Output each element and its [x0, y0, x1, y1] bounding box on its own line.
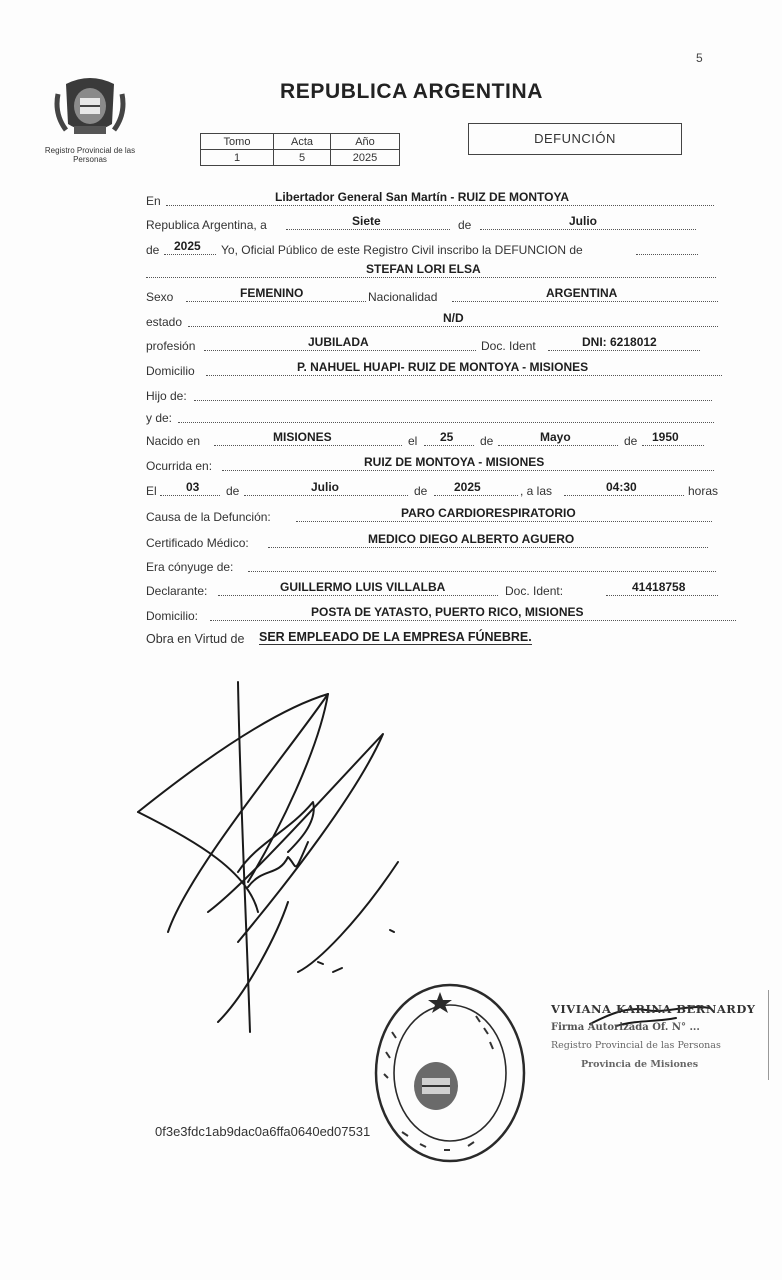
- label-a-las: , a las: [520, 484, 553, 498]
- label-el2: El: [146, 484, 157, 498]
- label-domicilio2: Domicilio:: [146, 609, 199, 623]
- dots-conyuge: [248, 571, 716, 572]
- dots-nac-dia: [424, 445, 474, 446]
- field-anio: 2025: [174, 239, 201, 253]
- dots-profesion: [204, 350, 476, 351]
- dots-mes: [480, 229, 696, 230]
- row-domicilio2: [0, 603, 782, 625]
- dots-domicilio: [206, 375, 722, 376]
- row-ocurrida: [0, 453, 782, 475]
- field-doc-ident: DNI: 6218012: [582, 335, 657, 349]
- row-estado: [0, 309, 782, 331]
- field-nacido-en: MISIONES: [273, 430, 332, 444]
- row-profesion: [0, 333, 782, 355]
- label-doc-ident2: Doc. Ident:: [505, 584, 564, 598]
- field-nac-anio: 1950: [652, 430, 679, 444]
- row-fecha: [0, 212, 782, 234]
- row-conyuge: [0, 554, 782, 576]
- label-el: el: [408, 434, 418, 448]
- row-causa: [0, 504, 782, 526]
- row-nombre: [0, 260, 782, 282]
- dots-nac-anio: [642, 445, 704, 446]
- dots-doc-ident2: [606, 595, 718, 596]
- official-seal: [372, 982, 528, 1164]
- dots-def-dia: [160, 495, 220, 496]
- dots-lugar: [166, 205, 714, 206]
- row-declarante: [0, 578, 782, 600]
- dots-nombre: [146, 277, 716, 278]
- field-mes: Julio: [569, 214, 598, 228]
- field-sexo: FEMENINO: [240, 286, 304, 300]
- field-nac-dia: 25: [440, 430, 454, 444]
- field-causa: PARO CARDIORESPIRATORIO: [401, 506, 576, 520]
- label-certificado: Certificado Médico:: [146, 536, 249, 550]
- row-sexo: [0, 284, 782, 306]
- label-declarante: Declarante:: [146, 584, 208, 598]
- label-nac-de2: de: [624, 434, 638, 448]
- field-declarante: GUILLERMO LUIS VILLALBA: [280, 580, 446, 594]
- label-y-de: y de:: [146, 411, 173, 425]
- dots-estado: [188, 326, 718, 327]
- official-role: Firma Autorizada Of. N° ...: [551, 1022, 700, 1033]
- field-ocurrida-en: RUIZ DE MONTOYA - MISIONES: [364, 455, 545, 469]
- dots-nac-mes: [498, 445, 618, 446]
- row-nacido: [0, 428, 782, 450]
- page-number: 5: [696, 51, 703, 65]
- label-nac-de: de: [480, 434, 494, 448]
- dots-certificado: [268, 547, 708, 548]
- official-province: Provincia de Misiones: [581, 1059, 699, 1070]
- field-nacionalidad: ARGENTINA: [546, 286, 618, 300]
- label-nacionalidad: Nacionalidad: [368, 290, 438, 304]
- label-nacido-en: Nacido en: [146, 434, 201, 448]
- dots-declarante: [218, 595, 498, 596]
- label-def-de2: de: [414, 484, 428, 498]
- dots-ocurrida: [222, 470, 714, 471]
- label-profesion: profesión: [146, 339, 196, 353]
- registry-table: [200, 133, 400, 166]
- field-profesion: JUBILADA: [308, 335, 369, 349]
- field-def-anio: 2025: [454, 480, 481, 494]
- registry-logo: [52, 74, 128, 140]
- logo-caption: Registro Provincial de las Personas: [44, 146, 136, 164]
- page-edge-line: [768, 990, 769, 1080]
- dots-causa: [296, 521, 712, 522]
- dots-def-anio: [434, 495, 518, 496]
- row-y-de: [0, 405, 782, 427]
- dots-domicilio2: [210, 620, 736, 621]
- field-estado: N/D: [443, 311, 464, 325]
- label-horas: horas: [688, 484, 719, 498]
- official-registry: Registro Provincial de las Personas: [551, 1040, 721, 1051]
- label-de2: de: [146, 243, 160, 257]
- label-en: En: [146, 194, 161, 208]
- tomo-header: Tomo: [201, 134, 274, 150]
- field-def-dia: 03: [186, 480, 200, 494]
- field-def-mes: Julio: [311, 480, 340, 494]
- dots-doc-ident: [548, 350, 700, 351]
- label-obra: Obra en Virtud de: [146, 632, 245, 646]
- label-republica: Republica Argentina, a: [146, 218, 267, 232]
- dots-nacionalidad: [452, 301, 718, 302]
- label-hijo-de: Hijo de:: [146, 389, 187, 403]
- field-nombre: STEFAN LORI ELSA: [366, 262, 481, 276]
- dots-anio: [164, 254, 216, 255]
- row-hijo-de: [0, 383, 782, 405]
- row-domicilio: [0, 358, 782, 380]
- acta-header: Acta: [274, 134, 331, 150]
- label-sexo: Sexo: [146, 290, 174, 304]
- field-obra: SER EMPLEADO DE LA EMPRESA FÚNEBRE.: [259, 630, 532, 644]
- field-nac-mes: Mayo: [540, 430, 571, 444]
- dots-hijo-de: [194, 400, 712, 401]
- dots-y-de: [178, 422, 714, 423]
- label-de: de: [458, 218, 472, 232]
- anio-value: 2025: [331, 150, 400, 166]
- document-hash: 0f3e3fdc1ab9dac0a6ffa0640ed07531: [155, 1124, 371, 1139]
- label-domicilio: Domicilio: [146, 364, 195, 378]
- field-certificado: MEDICO DIEGO ALBERTO AGUERO: [368, 532, 575, 546]
- row-anio: [0, 237, 782, 259]
- field-dia: Siete: [352, 214, 381, 228]
- field-domicilio2: POSTA DE YATASTO, PUERTO RICO, MISIONES: [311, 605, 584, 619]
- field-lugar: Libertador General San Martín - RUIZ DE MONTOYA: [275, 190, 570, 204]
- tomo-value: 1: [201, 150, 274, 166]
- acta-value: 5: [274, 150, 331, 166]
- dots-yo: [636, 254, 698, 255]
- row-certificado: [0, 530, 782, 552]
- document-title: REPUBLICA ARGENTINA: [280, 80, 544, 103]
- document-type-box: DEFUNCIÓN: [468, 123, 682, 155]
- field-hora: 04:30: [606, 480, 637, 494]
- label-conyuge: Era cónyuge de:: [146, 560, 234, 574]
- dots-hora: [564, 495, 684, 496]
- dots-def-mes: [244, 495, 408, 496]
- anio-header: Año: [331, 134, 400, 150]
- label-doc-ident: Doc. Ident: [481, 339, 536, 353]
- official-name: VIVIANA KARINA BERNARDY: [551, 1002, 756, 1016]
- field-doc-ident2: 41418758: [632, 580, 686, 594]
- dots-nacido-en: [214, 445, 402, 446]
- label-def-de: de: [226, 484, 240, 498]
- label-ocurrida-en: Ocurrida en:: [146, 459, 213, 473]
- label-estado: estado: [146, 315, 183, 329]
- label-yo: Yo, Oficial Público de este Registro Civil inscribo la DEFUNCION de: [221, 243, 583, 257]
- dots-dia: [286, 229, 450, 230]
- row-lugar: [0, 188, 782, 210]
- dots-sexo: [186, 301, 366, 302]
- label-causa: Causa de la Defunción:: [146, 510, 271, 524]
- field-domicilio: P. NAHUEL HUAPI- RUIZ DE MONTOYA - MISIONES: [297, 360, 589, 374]
- row-fecha-defuncion: [0, 478, 782, 500]
